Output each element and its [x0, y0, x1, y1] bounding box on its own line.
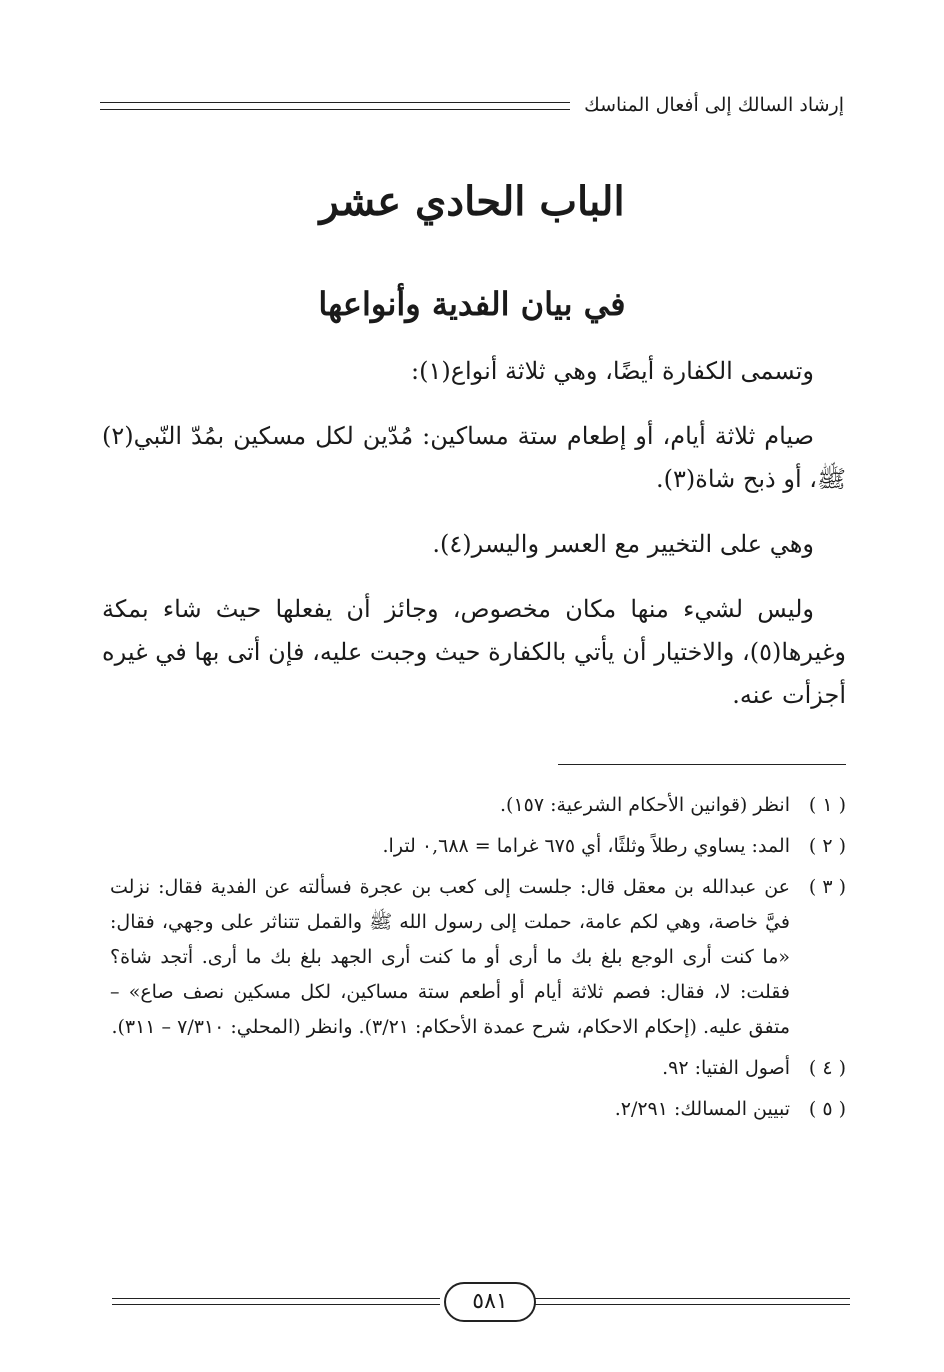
- footnote-number: ( ٤ ): [808, 1057, 846, 1079]
- page-number: ٥٨١: [444, 1282, 536, 1322]
- footnote-number: ( ٥ ): [808, 1098, 846, 1120]
- footnote-text: تبيين المسالك: ٢/٢٩١.: [614, 1098, 790, 1120]
- footer-rule-left: [112, 1298, 440, 1305]
- footnote-number: ( ٢ ): [808, 835, 846, 857]
- running-title: إرشاد السالك إلى أفعال المناسك: [584, 94, 844, 116]
- footnote-number: ( ١ ): [808, 794, 846, 816]
- footnote-text: عن عبدالله بن معقل قال: جلست إلى كعب بن عجرة فسألته عن الفدية فقال: نزلت فيَّ خاصة، وهي لكم عامة، حملت إلى رسول الله ﷺ والقمل تتناثر على وجهي، فقال: «ما كنت أرى الوجع بلغ بك ما أرى أو ما كنت أرى الجهد بلغ بك ما أرى. أتجد شاة؟ فقلت: لا، فقال: فصم ثلاثة أيام أو أطعم ستة مساكين، لكل مسكين نصف صاع» – متفق عليه. (إحكام الاحكام، شرح عمدة الأحكام: ٣/٢١). وانظر (المحلي: ٧/٣١٠ – ٣١١).: [110, 876, 790, 1038]
- chapter-title: الباب الحادي عشر: [319, 178, 625, 225]
- footnote: [110, 829, 846, 864]
- running-header: [100, 92, 844, 122]
- page-number-footer: [100, 1282, 850, 1322]
- footnote-text: انظر (قوانين الأحكام الشرعية: ١٥٧).: [499, 794, 790, 816]
- body-paragraph: وتسمى الكفارة أيضًا، وهي ثلاثة أنواع(١):: [410, 357, 814, 385]
- body-paragraph: صيام ثلاثة أيام، أو إطعام ستة مساكين: مُدّين لكل مسكين بمُدّ النّبي(٢) ﷺ، أو ذبح شاة(٣).: [102, 422, 846, 493]
- footnote: [110, 1092, 846, 1127]
- footnote: [110, 870, 846, 1045]
- chapter-subtitle: في بيان الفدية وأنواعها: [318, 285, 626, 323]
- footnote-text: أصول الفتيا: ٩٢.: [662, 1057, 790, 1079]
- body-paragraph: وليس لشيء منها مكان مخصوص، وجائز أن يفعلها حيث شاء بمكة وغيرها(٥)، والاختيار أن يأتي بالكفارة حيث وجبت عليه، فإن أتى بها في غيره أجزأت عنه.: [102, 595, 846, 709]
- footer-rule-right: [532, 1298, 850, 1305]
- footnote: [110, 1051, 846, 1086]
- body-paragraph: وهي على التخيير مع العسر واليسر(٤).: [432, 530, 814, 558]
- footnote: [110, 788, 846, 823]
- footnote-number: ( ٣ ): [808, 876, 846, 898]
- header-double-rule: [100, 102, 570, 110]
- footnote-separator: [558, 764, 846, 765]
- footnotes: [110, 788, 846, 1133]
- body-text: [102, 350, 846, 739]
- footnote-text: المد: يساوي رطلاً وثلثًا، أي ٦٧٥ غراما = ٠,٦٨٨ لترا.: [382, 835, 790, 857]
